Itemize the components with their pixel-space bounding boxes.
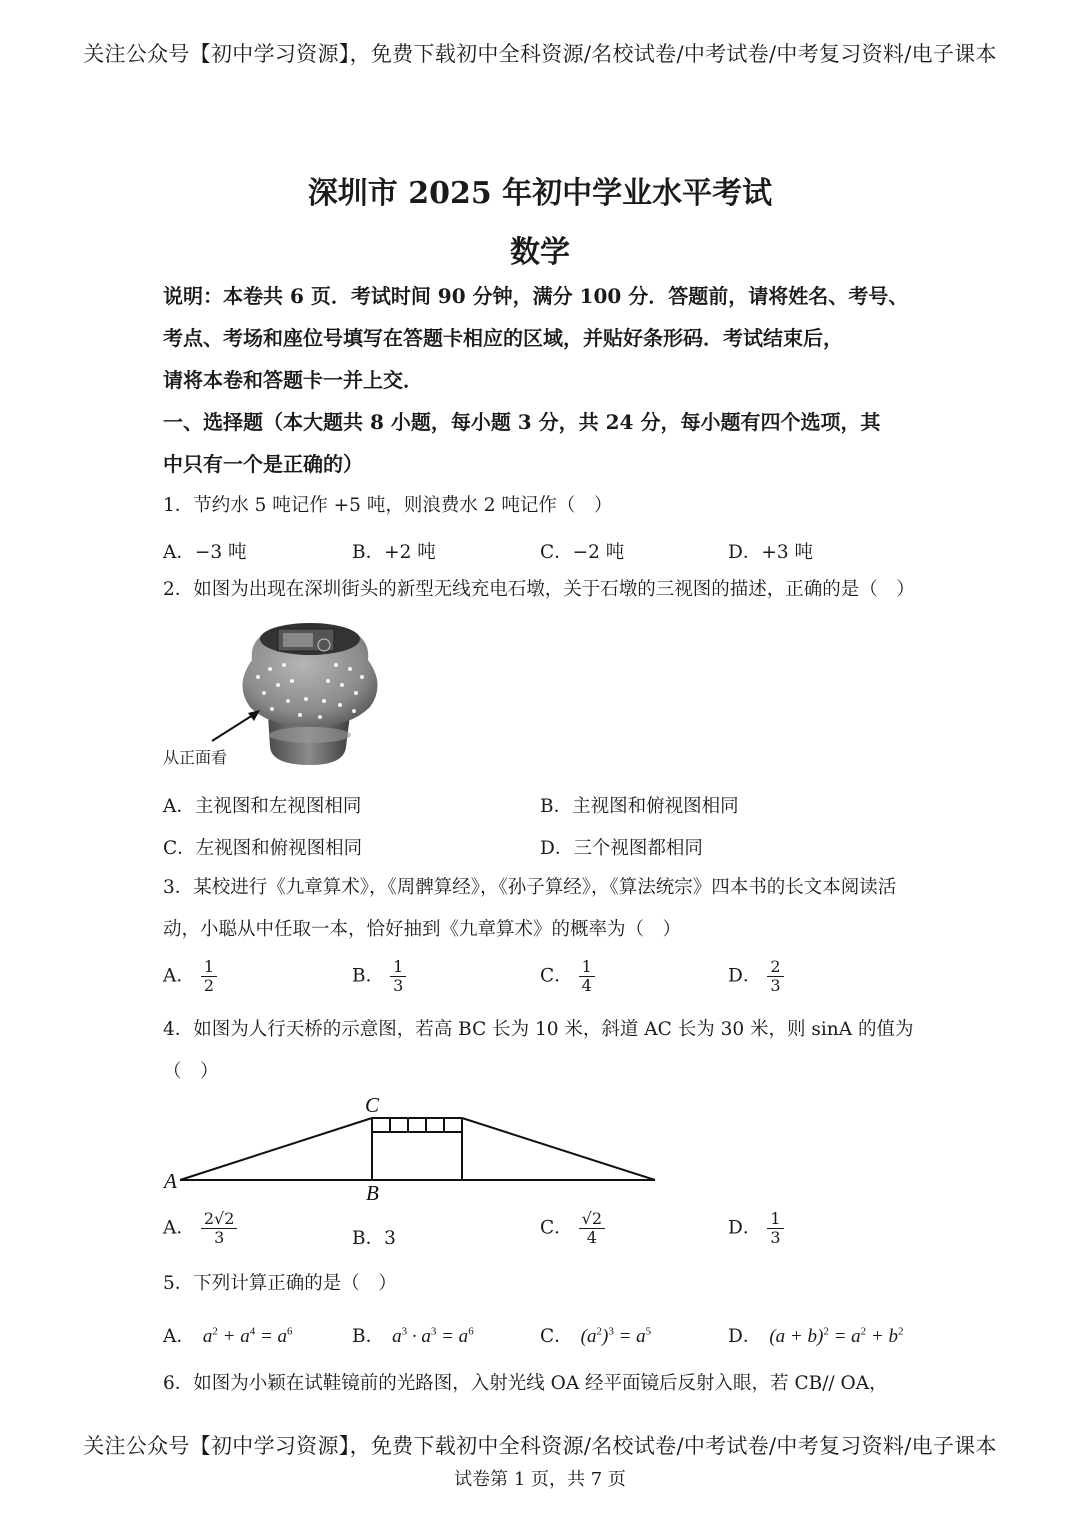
q4-stem-line-1: 4．如图为人行天桥的示意图，若高 BC 长为 10 米，斜道 AC 长为 30 米，则 sinA 的值为 xyxy=(163,1019,914,1040)
q2-option-a: A．主视图和左视图相同 xyxy=(163,796,362,817)
label-a: A xyxy=(164,1169,177,1193)
top-banner: 关注公众号【初中学习资源】，免费下载初中全科资源/名校试卷/中考试卷/中考复习资料/电子课本 xyxy=(83,42,997,66)
label-c: C xyxy=(365,1093,380,1117)
q1-option-a: A．−3 吨 xyxy=(163,542,247,563)
section-heading-line-1: 一、选择题（本大题共 8 小题，每小题 3 分，共 24 分，每小题有四个选项，其 xyxy=(163,410,881,434)
q4-option-d: D． $\frac{1}{3}$ xyxy=(728,1210,784,1247)
q5-option-d: D． $(a + b)^2 = a^2 + b^2$ xyxy=(728,1325,904,1347)
q5-option-b: B． $a^3 \cdot a^3 = a^6$ xyxy=(352,1325,474,1347)
q3-option-a: A． $\frac{1}{2}$ xyxy=(163,958,217,995)
exam-subject: 数学 xyxy=(510,235,570,270)
q2-option-b: B．主视图和俯视图相同 xyxy=(540,796,739,817)
q1-stem: 1．节约水 5 吨记作 +5 吨，则浪费水 2 吨记作（ ） xyxy=(163,495,613,516)
q3-option-b: B． $\frac{1}{3}$ xyxy=(352,958,406,995)
q4-option-b: B．3 xyxy=(352,1228,396,1249)
q3-option-d: D． $\frac{2}{3}$ xyxy=(728,958,784,995)
q4-stem-line-2: （ ） xyxy=(163,1061,219,1082)
q2-option-c: C．左视图和俯视图相同 xyxy=(163,838,363,859)
q1-option-c: C．−2 吨 xyxy=(540,542,625,563)
exam-title: 深圳市 2025 年初中学业水平考试 xyxy=(307,176,773,211)
instructions-line-3: 请将本卷和答题卡一并上交． xyxy=(163,368,423,392)
page-footer: 试卷第 1 页，共 7 页 xyxy=(454,1469,626,1490)
bottom-banner: 关注公众号【初中学习资源】，免费下载初中全科资源/名校试卷/中考试卷/中考复习资料/电子课本 xyxy=(83,1434,997,1458)
q5-option-c: C． $(a^2)^3 = a^5$ xyxy=(540,1325,652,1347)
q4-option-a: A． $\frac{2√2}{3}$ xyxy=(163,1210,237,1247)
footbridge-diagram xyxy=(160,1090,670,1205)
q1-option-d: D．+3 吨 xyxy=(728,542,813,563)
q6-stem: 6．如图为小颖在试鞋镜前的光路图，入射光线 OA 经平面镜后反射入眼，若 CB// OA， xyxy=(163,1373,888,1394)
q3-option-c: C． $\frac{1}{4}$ xyxy=(540,958,595,995)
section-heading-line-2: 中只有一个是正确的） xyxy=(163,452,363,476)
q4-option-c: C． $\frac{√2}{4}$ xyxy=(540,1210,605,1247)
instructions-line-2: 考点、考场和座位号填写在答题卡相应的区域，并贴好条形码．考试结束后， xyxy=(163,326,843,350)
label-b: B xyxy=(366,1181,379,1205)
q3-stem-line-1: 3．某校进行《九章算术》，《周髀算经》，《孙子算经》，《算法统宗》四本书的长文本阅读活 xyxy=(163,877,897,898)
q3-stem-line-2: 动，小聪从中任取一本，恰好抽到《九章算术》的概率为（ ） xyxy=(163,919,682,940)
q2-option-d: D．三个视图都相同 xyxy=(540,838,703,859)
q5-option-a: A． $a^2 + a^4 = a^6$ xyxy=(163,1325,293,1347)
q2-figure-label: 从正面看 xyxy=(163,748,228,767)
q1-option-b: B．+2 吨 xyxy=(352,542,436,563)
q2-stem: 2．如图为出现在深圳街头的新型无线充电石墩，关于石墩的三视图的描述，正确的是（ ） xyxy=(163,579,915,600)
instructions-line-1: 说明：本卷共 6 页．考试时间 90 分钟，满分 100 分．答题前，请将姓名、考号、 xyxy=(163,284,909,308)
q5-stem: 5．下列计算正确的是（ ） xyxy=(163,1273,397,1294)
